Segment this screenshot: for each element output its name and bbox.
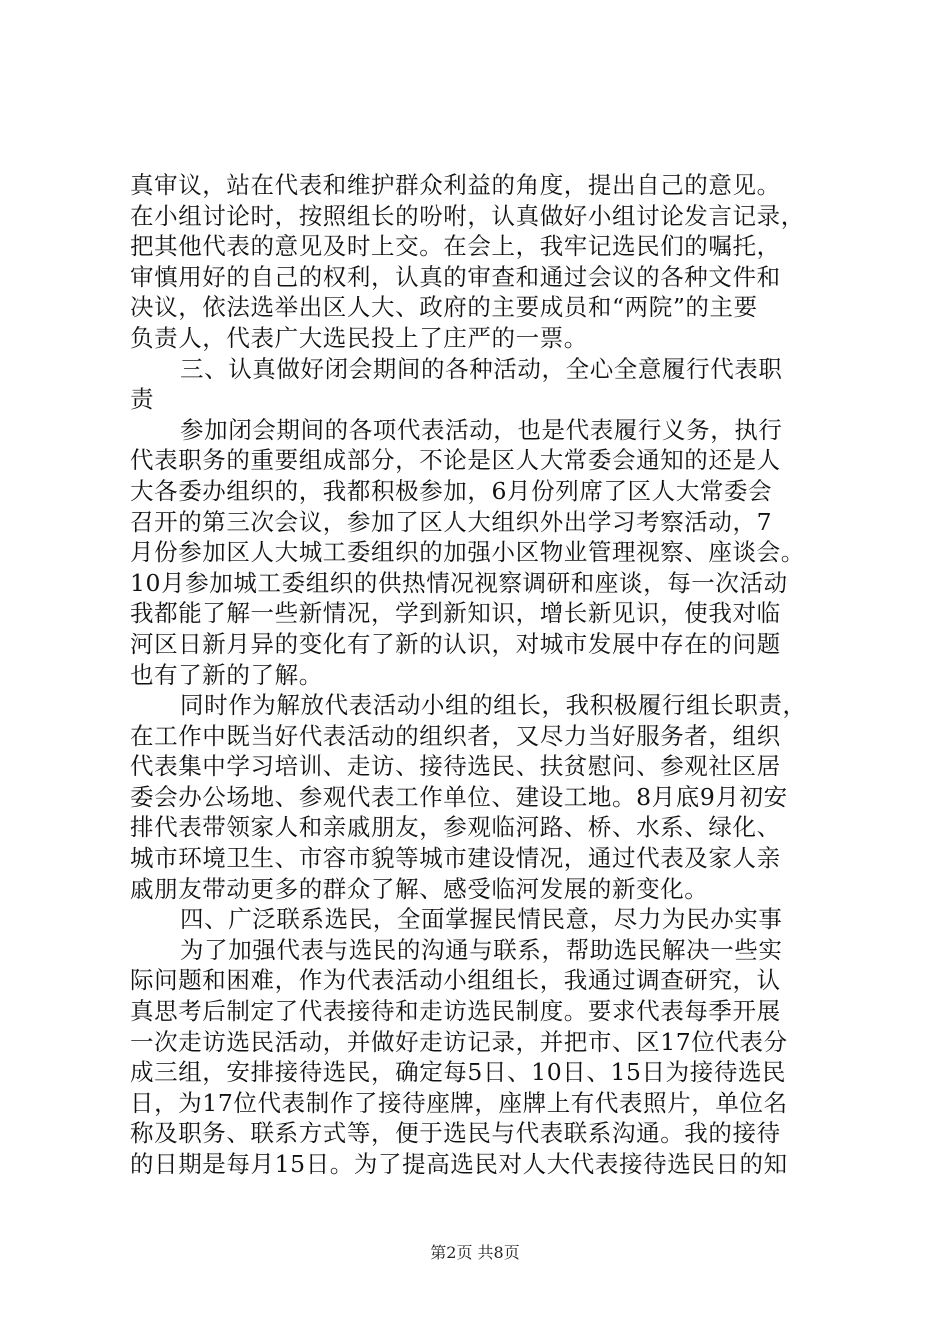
text-line: 决议，依法选举出区人大、政府的主要成员和“两院”的主要 bbox=[130, 293, 758, 322]
text-line: 真审议，站在代表和维护群众利益的角度，提出自己的意见。 bbox=[130, 171, 781, 199]
text-line: 参加闭会期间的各项代表活动，也是代表履行义务，执行 bbox=[180, 415, 783, 444]
text-line: 委会办公场地、参观代表工作单位、建设工地。8月底9月初安 bbox=[130, 782, 788, 811]
text-line: 成三组，安排接待选民，确定每5日、10日、15日为接待选民 bbox=[130, 1058, 787, 1087]
text-line: 责 bbox=[130, 385, 155, 414]
text-line: 河区日新月异的变化有了新的认识，对城市发展中存在的问题 bbox=[130, 629, 781, 658]
text-line: 负责人，代表广大选民投上了庄严的一票。 bbox=[130, 323, 588, 352]
text-line: 真思考后制定了代表接待和走访选民制度。要求代表每季开展 bbox=[130, 997, 781, 1026]
body-text bbox=[130, 170, 830, 1180]
text-line: 三、认真做好闭会期间的各种活动，全心全意履行代表职 bbox=[180, 354, 783, 383]
text-line: 在小组讨论时，按照组长的吩咐，认真做好小组讨论发言记录， bbox=[130, 201, 805, 230]
text-line: 一次走访选民活动，并做好走访记录，并把市、区17位代表分 bbox=[130, 1027, 788, 1056]
text-line: 我都能了解一些新情况，学到新知识，增长新见识，使我对临 bbox=[130, 599, 781, 628]
text-line: 同时作为解放代表活动小组的组长，我积极履行组长职责， bbox=[180, 691, 807, 720]
text-line: 10月参加城工委组织的供热情况视察调研和座谈，每一次活动 bbox=[130, 568, 788, 597]
text-line: 在工作中既当好代表活动的组织者，又尽力当好服务者，组织 bbox=[130, 721, 781, 750]
text-line: 称及职务、联系方式等，便于选民与代表联系沟通。我的接待 bbox=[130, 1119, 781, 1148]
text-line: 日，为17位代表制作了接待座牌，座牌上有代表照片，单位名 bbox=[130, 1088, 788, 1117]
text-line: 的日期是每月15日。为了提高选民对人大代表接待选民日的知 bbox=[130, 1150, 788, 1178]
text-line: 代表集中学习培训、走访、接待选民、扶贫慰问、参观社区居 bbox=[130, 752, 781, 781]
text-line: 把其他代表的意见及时上交。在会上，我牢记选民们的嘱托， bbox=[130, 232, 781, 261]
text-line: 为了加强代表与选民的沟通与联系，帮助选民解决一些实 bbox=[180, 935, 783, 964]
text-line: 也有了新的了解。 bbox=[130, 660, 323, 689]
text-line: 四、广泛联系选民，全面掌握民情民意，尽力为民办实事 bbox=[180, 905, 783, 934]
text-line: 排代表带领家人和亲戚朋友，参观临河路、桥、水系、绿化、 bbox=[130, 813, 781, 842]
text-line: 际问题和困难，作为代表活动小组组长，我通过调查研究，认 bbox=[130, 966, 781, 995]
text-line: 审慎用好的自己的权利，认真的审查和通过会议的各种文件和 bbox=[130, 262, 781, 291]
text-line: 大各委办组织的，我都积极参加，6月份列席了区人大常委会 bbox=[130, 476, 773, 505]
page-footer: 第2页 共8页 bbox=[430, 1243, 520, 1262]
text-line: 召开的第三次会议，参加了区人大组织外出学习考察活动，7 bbox=[130, 507, 773, 536]
text-line: 代表职务的重要组成部分，不论是区人大常委会通知的还是人 bbox=[130, 446, 781, 475]
text-line: 月份参加区人大城工委组织的加强小区物业管理视察、座谈会。 bbox=[130, 538, 805, 567]
text-line: 城市环境卫生、市容市貌等城市建设情况，通过代表及家人亲 bbox=[130, 844, 781, 873]
text-line: 戚朋友带动更多的群众了解、感受临河发展的新变化。 bbox=[130, 874, 709, 903]
